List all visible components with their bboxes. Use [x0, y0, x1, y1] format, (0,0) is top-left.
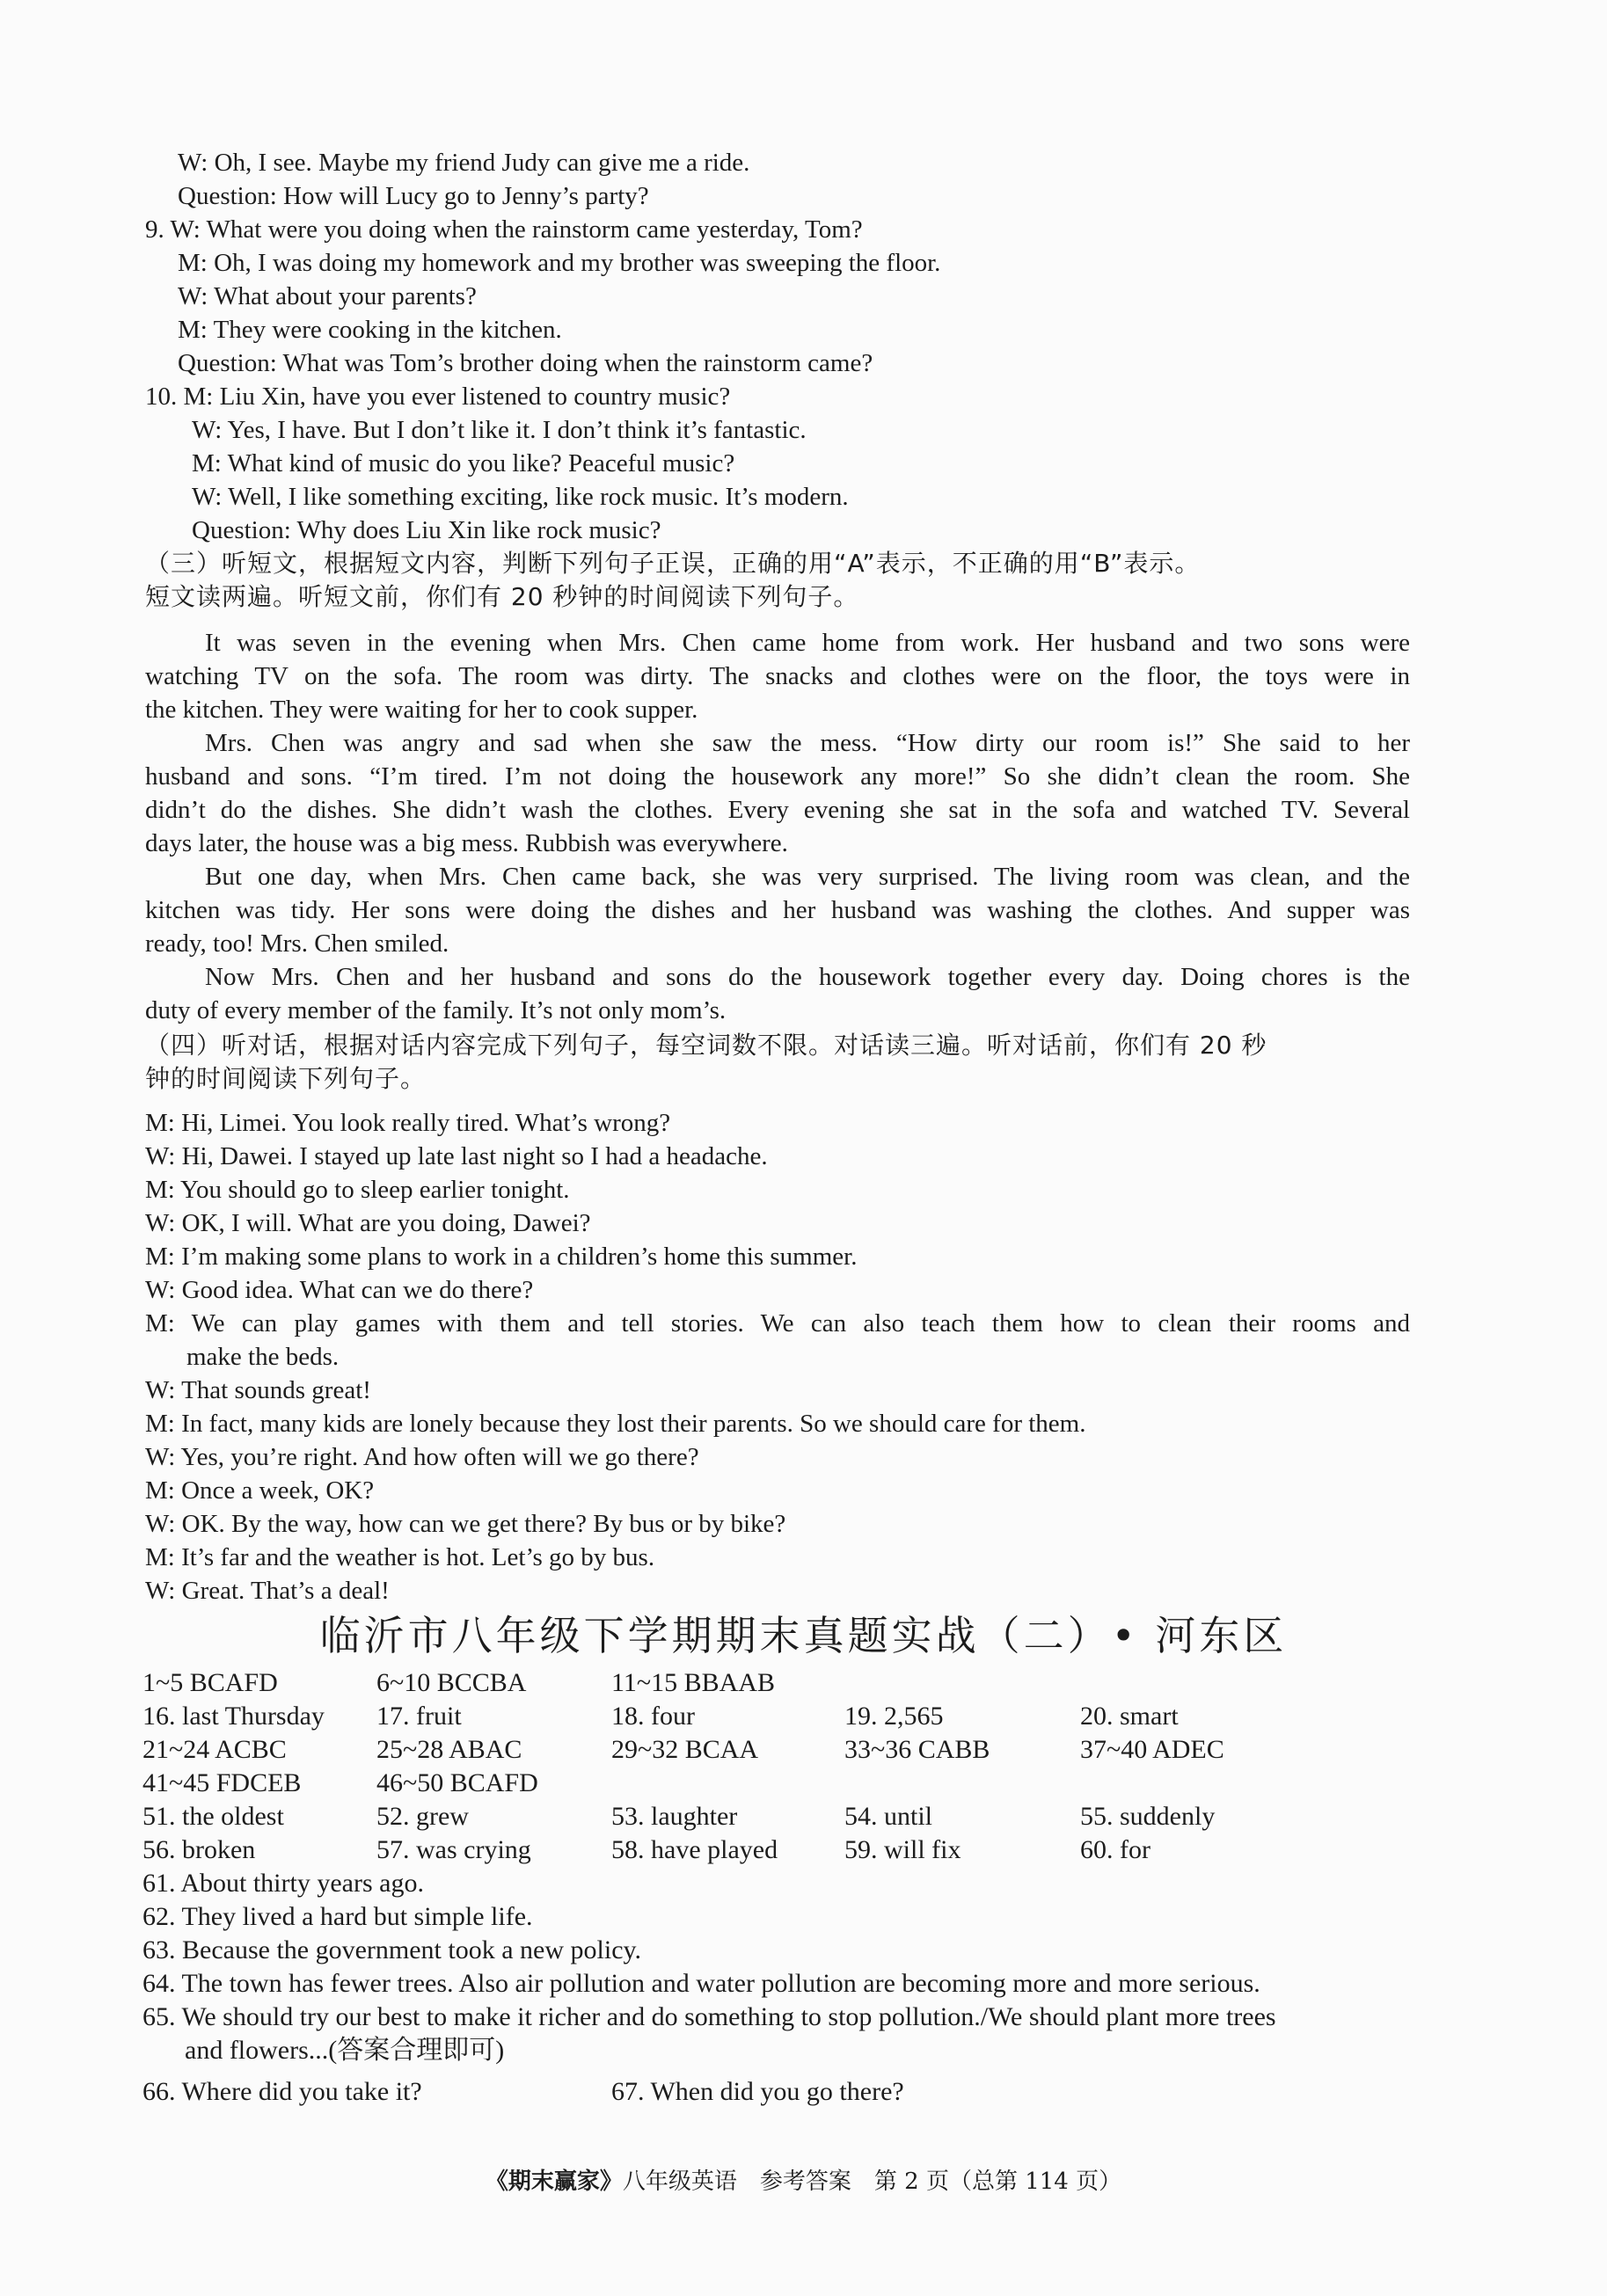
passage-line: duty of every member of the family. It’s not only mom’s. — [145, 996, 727, 1024]
answer-cell: 52. grew — [376, 1802, 469, 1831]
passage-line: Now Mrs. Chen and her husband and sons do the housework together every day. Doing chores is the — [205, 963, 1410, 991]
answer-line: 65. We should try our best to make it richer and do something to stop pollution./We should plant more trees — [142, 2002, 1276, 2031]
answer-cell: 60. for — [1080, 1835, 1150, 1864]
part3-instruction: （三）听短文，根据短文内容，判断下列句子正误，正确的用“A”表示，不正确的用“B”表示。 — [145, 549, 1201, 578]
conversation-line: M: Once a week, OK? — [145, 1476, 375, 1505]
passage-line: But one day, when Mrs. Chen came back, she was very surprised. The living room was clean, and the — [205, 863, 1410, 891]
answer-cell: 66. Where did you take it? — [142, 2077, 422, 2106]
passage-line: days later, the house was a big mess. Rubbish was everywhere. — [145, 829, 788, 857]
dialogue-line: M: They were cooking in the kitchen. — [178, 316, 562, 344]
answer-cell: 51. the oldest — [142, 1802, 284, 1831]
answer-cell: 25~28 ABAC — [376, 1735, 522, 1764]
dialogue-line: Question: What was Tom’s brother doing when the rainstorm came? — [178, 349, 873, 377]
conversation-line: W: Yes, you’re right. And how often will we go there? — [145, 1443, 699, 1471]
dialogue-line: Question: Why does Liu Xin like rock music? — [192, 516, 661, 544]
dialogue-line: W: Well, I like something exciting, like rock music. It’s modern. — [192, 483, 849, 511]
part4-instruction: 钟的时间阅读下列句子。 — [145, 1064, 427, 1093]
passage-line: Mrs. Chen was angry and sad when she saw the mess. “How dirty our room is!” She said to her — [205, 729, 1410, 757]
part4-instruction: （四）听对话，根据对话内容完成下列句子，每空词数不限。对话读三遍。听对话前，你们有 20 秒 — [145, 1031, 1267, 1060]
answer-cell: 67. When did you go there? — [611, 2077, 904, 2106]
passage-line: the kitchen. They were waiting for her to cook supper. — [145, 696, 698, 724]
dialogue-line: 10. M: Liu Xin, have you ever listened to country music? — [145, 383, 731, 411]
footer-book-title: 《期末赢家》 — [485, 2168, 623, 2195]
passage-line: kitchen was tidy. Her sons were doing the dishes and her husband was washing the clothes. And supper was — [145, 896, 1410, 924]
footer-text: 八年级英语 参考答案 第 2 页（总第 114 页） — [622, 2168, 1122, 2195]
dialogue-line: Question: How will Lucy go to Jenny’s party? — [178, 182, 649, 210]
passage-line: watching TV on the sofa. The room was dirty. The snacks and clothes were on the floor, the toys were in — [145, 662, 1410, 690]
answer-cell: 37~40 ADEC — [1080, 1735, 1224, 1764]
dialogue-line: W: What about your parents? — [178, 282, 477, 310]
answer-cell: 33~36 CABB — [844, 1735, 990, 1764]
conversation-line: W: Good idea. What can we do there? — [145, 1276, 534, 1304]
section-title: 临沂市八年级下学期期末真题实战（二）• 河东区 — [319, 1612, 1288, 1659]
passage-line: didn’t do the dishes. She didn’t wash the clothes. Every evening she sat in the sofa and watched TV. Several — [145, 796, 1410, 824]
passage-line: husband and sons. “I’m tired. I’m not doing the housework any more!” So she didn’t clean the room. She — [145, 762, 1410, 791]
conversation-line: W: Great. That’s a deal! — [145, 1577, 390, 1605]
conversation-line: make the beds. — [186, 1343, 340, 1371]
conversation-line: W: OK, I will. What are you doing, Dawei? — [145, 1209, 591, 1237]
conversation-line: M: In fact, many kids are lonely because they lost their parents. So we should care for them. — [145, 1410, 1086, 1438]
answer-line: 62. They lived a hard but simple life. — [142, 1902, 533, 1931]
conversation-line: W: Hi, Dawei. I stayed up late last night so I had a headache. — [145, 1142, 768, 1170]
answer-cell: 57. was crying — [376, 1835, 531, 1864]
answer-cell: 21~24 ACBC — [142, 1735, 287, 1764]
answer-line: and flowers...(答案合理即可) — [185, 2036, 505, 2065]
answer-cell: 11~15 BBAAB — [611, 1668, 775, 1697]
conversation-line: M: It’s far and the weather is hot. Let’s go by bus. — [145, 1543, 655, 1571]
answer-cell: 41~45 FDCEB — [142, 1768, 302, 1797]
conversation-line: W: OK. By the way, how can we get there? By bus or by bike? — [145, 1510, 786, 1538]
dialogue-line: W: Oh, I see. Maybe my friend Judy can give me a ride. — [178, 149, 750, 177]
answer-cell: 59. will fix — [844, 1835, 961, 1864]
dialogue-line: M: What kind of music do you like? Peaceful music? — [192, 449, 735, 477]
page-footer — [0, 2166, 1607, 2198]
conversation-line: M: We can play games with them and tell stories. We can also teach them how to clean their rooms and — [145, 1309, 1410, 1338]
answer-line: 63. Because the government took a new policy. — [142, 1935, 642, 1964]
passage-line: ready, too! Mrs. Chen smiled. — [145, 929, 449, 958]
conversation-line: M: I’m making some plans to work in a children’s home this summer. — [145, 1243, 858, 1271]
answer-cell: 16. last Thursday — [142, 1702, 325, 1731]
answer-cell: 20. smart — [1080, 1702, 1179, 1731]
conversation-line: M: You should go to sleep earlier tonight. — [145, 1176, 570, 1204]
answer-cell: 29~32 BCAA — [611, 1735, 759, 1764]
passage-line: It was seven in the evening when Mrs. Chen came home from work. Her husband and two sons were — [205, 629, 1410, 657]
answer-cell: 6~10 BCCBA — [376, 1668, 527, 1697]
conversation-line: M: Hi, Limei. You look really tired. What’s wrong? — [145, 1109, 671, 1137]
answer-line: 61. About thirty years ago. — [142, 1869, 424, 1898]
dialogue-line: M: Oh, I was doing my homework and my brother was sweeping the floor. — [178, 249, 941, 277]
answer-cell: 46~50 BCAFD — [376, 1768, 538, 1797]
answer-cell: 58. have played — [611, 1835, 778, 1864]
answer-cell: 1~5 BCAFD — [142, 1668, 278, 1697]
answer-cell: 55. suddenly — [1080, 1802, 1216, 1831]
dialogue-line: W: Yes, I have. But I don’t like it. I don’t think it’s fantastic. — [192, 416, 807, 444]
answer-cell: 18. four — [611, 1702, 695, 1731]
conversation-line: W: That sounds great! — [145, 1376, 371, 1404]
answer-cell: 53. laughter — [611, 1802, 738, 1831]
answer-cell: 19. 2,565 — [844, 1702, 944, 1731]
dialogue-line: 9. W: What were you doing when the rainstorm came yesterday, Tom? — [145, 215, 863, 244]
part3-instruction: 短文读两遍。听短文前，你们有 20 秒钟的时间阅读下列句子。 — [145, 582, 859, 611]
answer-cell: 54. until — [844, 1802, 933, 1831]
answer-cell: 56. broken — [142, 1835, 256, 1864]
answer-cell: 17. fruit — [376, 1702, 462, 1731]
answer-line: 64. The town has fewer trees. Also air pollution and water pollution are becoming more and more serious. — [142, 1969, 1260, 1998]
